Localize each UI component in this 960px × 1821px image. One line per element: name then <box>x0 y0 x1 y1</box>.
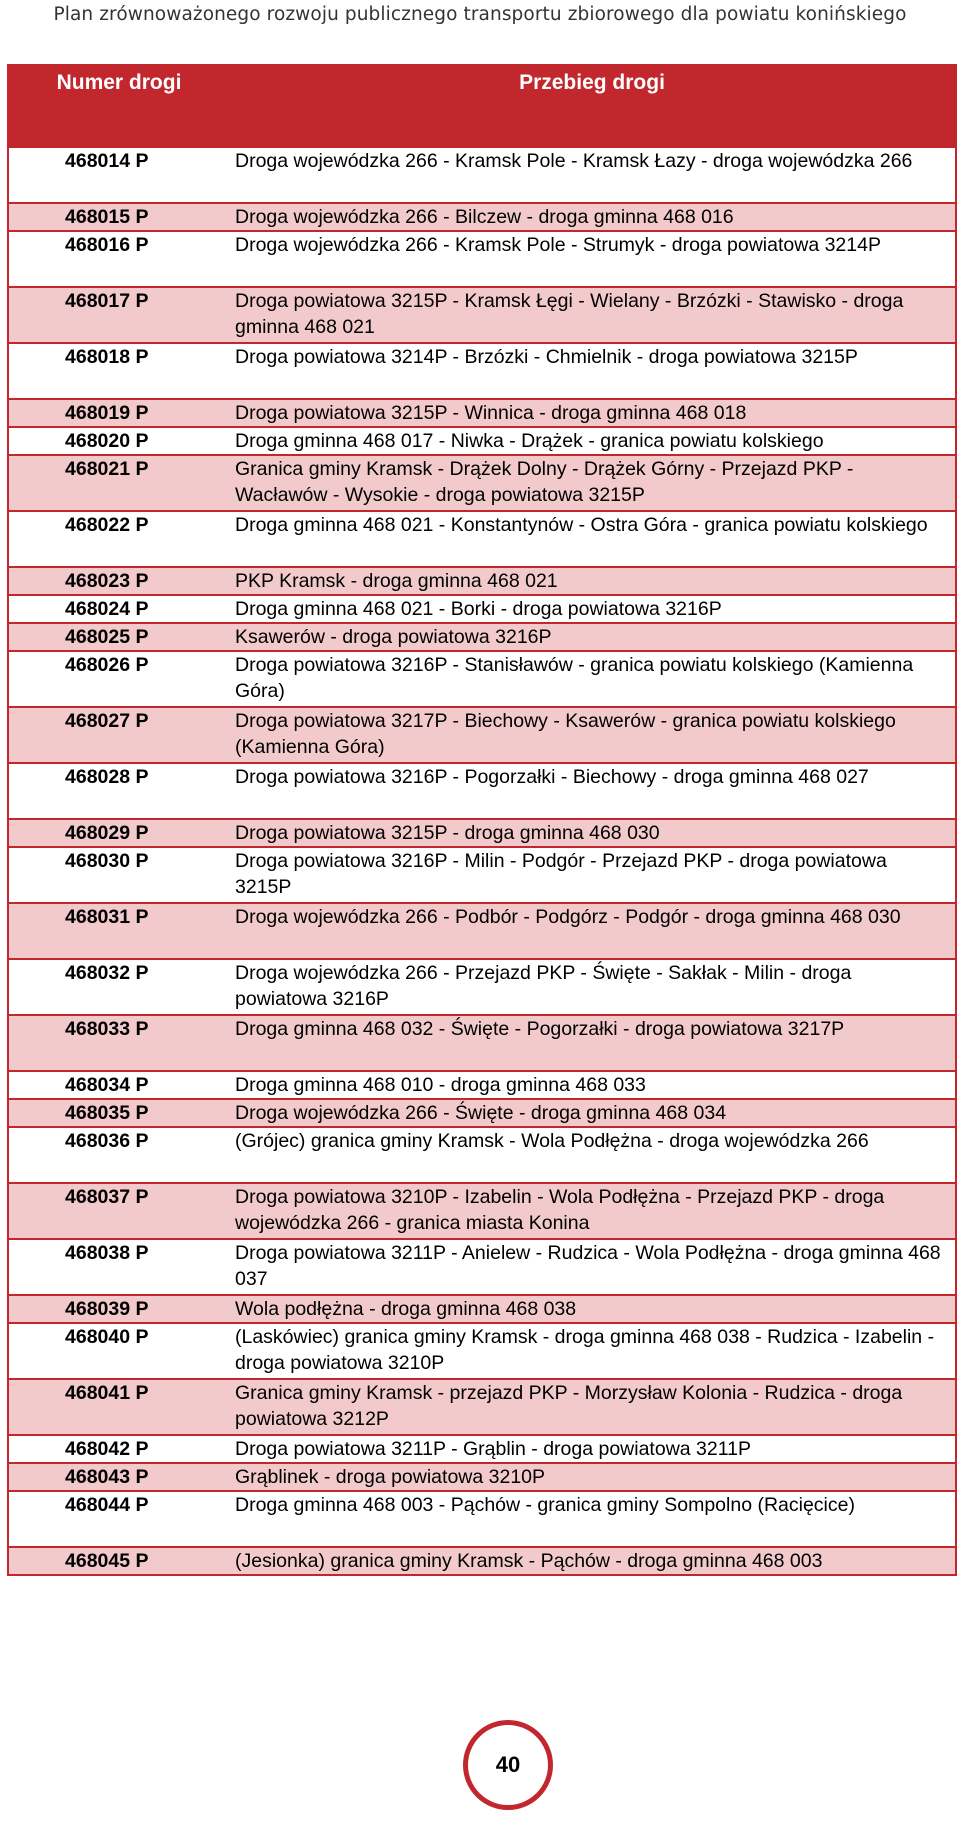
table-row <box>9 1070 955 1098</box>
roads-table <box>7 64 957 1576</box>
road-number-cell: 468034 P <box>65 1074 149 1096</box>
table-row <box>9 1294 955 1322</box>
table-row <box>9 706 955 762</box>
table-row <box>9 510 955 566</box>
road-number-cell: 468029 P <box>65 822 149 844</box>
road-route-cell: Granica gminy Kramsk - przejazd PKP - Morzysław Kolonia - Rudzica - droga powiatowa 3212P <box>235 1382 903 1430</box>
road-route-cell: Droga gminna 468 021 - Konstantynów - Ostra Góra - granica powiatu kolskiego <box>235 514 928 536</box>
road-route-cell: Droga powiatowa 3211P - Grąblin - droga powiatowa 3211P <box>235 1438 751 1460</box>
road-route-cell: Droga powiatowa 3217P - Biechowy - Ksawerów - granica powiatu kolskiego (Kamienna Góra) <box>235 710 896 758</box>
table-row <box>9 1238 955 1294</box>
table-row <box>9 1462 955 1490</box>
road-route-cell: Droga gminna 468 032 - Święte - Pogorzałki - droga powiatowa 3217P <box>235 1018 845 1040</box>
table-row <box>9 566 955 594</box>
table-row <box>9 1490 955 1546</box>
road-number-cell: 468033 P <box>65 1018 149 1040</box>
table-row <box>9 1182 955 1238</box>
road-route-cell: (Grójec) granica gminy Kramsk - Wola Podłężna - droga wojewódzka 266 <box>235 1130 869 1152</box>
page-number: 40 <box>463 1720 553 1810</box>
road-route-cell: PKP Kramsk - droga gminna 468 021 <box>235 570 558 592</box>
table-row <box>9 1434 955 1462</box>
road-number-cell: 468024 P <box>65 598 149 620</box>
road-number-cell: 468026 P <box>65 654 149 676</box>
table-row <box>9 1322 955 1378</box>
table-row <box>9 1546 955 1574</box>
road-number-cell: 468040 P <box>65 1326 149 1348</box>
road-route-cell: Droga powiatowa 3215P - Winnica - droga gminna 468 018 <box>235 402 747 424</box>
road-route-cell: (Laskówiec) granica gminy Kramsk - droga gminna 468 038 - Rudzica - Izabelin - droga powiatowa 3210P <box>235 1326 935 1374</box>
road-number-cell: 468037 P <box>65 1186 149 1208</box>
road-number-cell: 468036 P <box>65 1130 149 1152</box>
road-route-cell: Grąblinek - droga powiatowa 3210P <box>235 1466 546 1488</box>
road-route-cell: Droga wojewódzka 266 - Bilczew - droga gminna 468 016 <box>235 206 734 228</box>
road-route-cell: Droga wojewódzka 266 - Podbór - Podgórz - Podgór - droga gminna 468 030 <box>235 906 901 928</box>
table-row <box>9 426 955 454</box>
table-row <box>9 1126 955 1182</box>
road-number-cell: 468035 P <box>65 1102 149 1124</box>
road-route-cell: Droga wojewódzka 266 - Kramsk Pole - Kramsk Łazy - droga wojewódzka 266 <box>235 150 913 172</box>
table-row <box>9 454 955 510</box>
road-route-cell: Droga gminna 468 010 - droga gminna 468 033 <box>235 1074 646 1096</box>
table-row <box>9 146 955 202</box>
road-number-cell: 468039 P <box>65 1298 149 1320</box>
road-number-cell: 468021 P <box>65 458 149 480</box>
table-row <box>9 958 955 1014</box>
road-number-cell: 468044 P <box>65 1494 149 1516</box>
road-route-cell: Droga gminna 468 003 - Pąchów - granica gminy Sompolno (Racięcice) <box>235 1494 855 1516</box>
column-header-road-route: Przebieg drogi <box>519 71 665 94</box>
road-number-cell: 468015 P <box>65 206 149 228</box>
column-header-road-number: Numer drogi <box>56 71 182 94</box>
table-row <box>9 1098 955 1126</box>
table-header <box>9 66 955 146</box>
road-route-cell: Droga powiatowa 3216P - Pogorzałki - Biechowy - droga gminna 468 027 <box>235 766 869 788</box>
road-route-cell: Droga gminna 468 017 - Niwka - Drążek - granica powiatu kolskiego <box>235 430 824 452</box>
road-route-cell: (Jesionka) granica gminy Kramsk - Pąchów - droga gminna 468 003 <box>235 1550 823 1572</box>
road-route-cell: Droga powiatowa 3216P - Milin - Podgór - Przejazd PKP - droga powiatowa 3215P <box>235 850 887 898</box>
road-number-cell: 468023 P <box>65 570 149 592</box>
table-row <box>9 594 955 622</box>
table-row <box>9 846 955 902</box>
road-route-cell: Droga powiatowa 3216P - Stanisławów - granica powiatu kolskiego (Kamienna Góra) <box>235 654 914 702</box>
road-route-cell: Droga powiatowa 3214P - Brzózki - Chmielnik - droga powiatowa 3215P <box>235 346 858 368</box>
road-number-cell: 468022 P <box>65 514 149 536</box>
road-number-cell: 468014 P <box>65 150 149 172</box>
table-row <box>9 1014 955 1070</box>
road-route-cell: Droga wojewódzka 266 - Przejazd PKP - Święte - Sakłak - Milin - droga powiatowa 3216P <box>235 962 852 1010</box>
road-number-cell: 468042 P <box>65 1438 149 1460</box>
table-row <box>9 342 955 398</box>
table-row <box>9 762 955 818</box>
road-number-cell: 468032 P <box>65 962 149 984</box>
road-number-cell: 468020 P <box>65 430 149 452</box>
road-number-cell: 468043 P <box>65 1466 149 1488</box>
table-row <box>9 230 955 286</box>
table-body <box>9 146 955 1574</box>
road-number-cell: 468016 P <box>65 234 149 256</box>
road-number-cell: 468038 P <box>65 1242 149 1264</box>
table-row <box>9 622 955 650</box>
road-route-cell: Wola podłężna - droga gminna 468 038 <box>235 1298 577 1320</box>
table-row <box>9 398 955 426</box>
road-route-cell: Granica gminy Kramsk - Drążek Dolny - Drążek Górny - Przejazd PKP - Wacławów - Wysokie - droga powiatowa 3215P <box>235 458 854 506</box>
road-number-cell: 468030 P <box>65 850 149 872</box>
table-row <box>9 202 955 230</box>
road-route-cell: Ksawerów - droga powiatowa 3216P <box>235 626 552 648</box>
road-number-cell: 468019 P <box>65 402 149 424</box>
page-header: Plan zrównoważonego rozwoju publicznego transportu zbiorowego dla powiatu konińskiego <box>53 4 907 25</box>
table-row <box>9 286 955 342</box>
road-number-cell: 468027 P <box>65 710 149 732</box>
road-route-cell: Droga wojewódzka 266 - Święte - droga gminna 468 034 <box>235 1102 727 1124</box>
table-row <box>9 1378 955 1434</box>
road-route-cell: Droga powiatowa 3215P - droga gminna 468 030 <box>235 822 660 844</box>
road-number-cell: 468031 P <box>65 906 149 928</box>
table-row <box>9 650 955 706</box>
road-number-cell: 468045 P <box>65 1550 149 1572</box>
road-route-cell: Droga powiatowa 3211P - Anielew - Rudzica - Wola Podłężna - droga gminna 468 037 <box>235 1242 941 1290</box>
road-number-cell: 468025 P <box>65 626 149 648</box>
road-number-cell: 468018 P <box>65 346 149 368</box>
table-row <box>9 818 955 846</box>
road-number-cell: 468041 P <box>65 1382 149 1404</box>
road-route-cell: Droga powiatowa 3210P - Izabelin - Wola Podłężna - Przejazd PKP - droga wojewódzka 266 - granica miasta Konina <box>235 1186 885 1234</box>
road-route-cell: Droga powiatowa 3215P - Kramsk Łęgi - Wielany - Brzózki - Stawisko - droga gminna 468 021 <box>235 290 904 338</box>
road-number-cell: 468017 P <box>65 290 149 312</box>
road-number-cell: 468028 P <box>65 766 149 788</box>
road-route-cell: Droga gminna 468 021 - Borki - droga powiatowa 3216P <box>235 598 722 620</box>
table-row <box>9 902 955 958</box>
road-route-cell: Droga wojewódzka 266 - Kramsk Pole - Strumyk - droga powiatowa 3214P <box>235 234 881 256</box>
